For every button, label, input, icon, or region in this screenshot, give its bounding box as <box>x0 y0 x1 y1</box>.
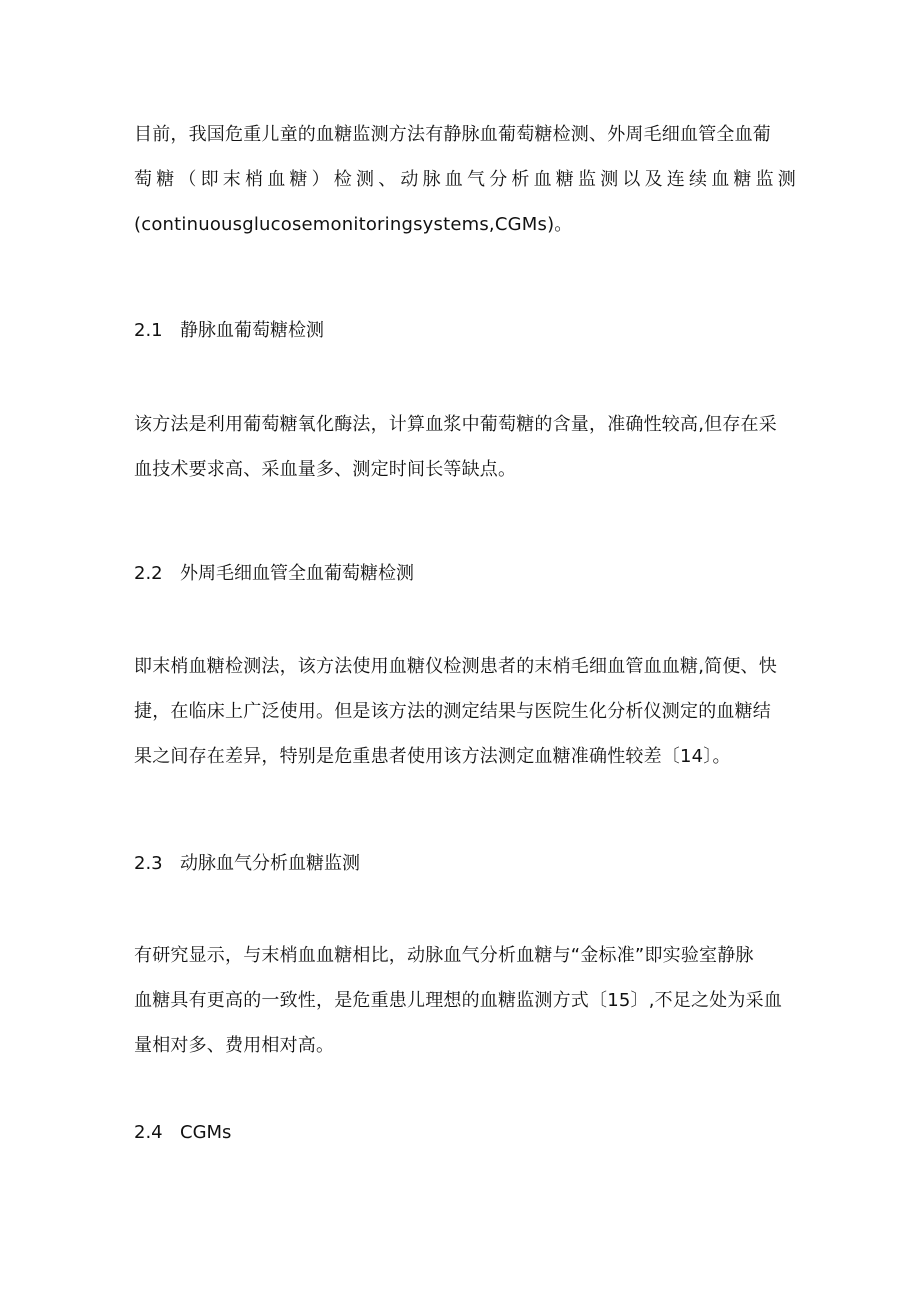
section-title: 动脉血气分析血糖监测 <box>180 853 360 874</box>
intro-line: 萄糖（即末梢血糖）检测、动脉血气分析血糖监测以及连续血糖监测 <box>134 169 800 190</box>
section-heading-2-2 <box>134 561 794 587</box>
paragraph-line: 捷，在临床上广泛使用。但是该方法的测定结果与医院生化分析仪测定的血糖结 <box>134 701 771 722</box>
paragraph-line: 果之间存在差异，特别是危重患者使用该方法测定血糖准确性较差〔14〕。 <box>134 746 731 767</box>
paragraph-line: 血糖具有更高的一致性，是危重患儿理想的血糖监测方式〔15〕,不足之处为采血 <box>134 990 783 1011</box>
paragraph-line: 血技术要求高、采血量多、测定时间长等缺点。 <box>134 459 517 480</box>
section-title: CGMs <box>180 1122 232 1143</box>
section-title: 静脉血葡萄糖检测 <box>180 320 324 341</box>
paragraph-line: 该方法是利用葡萄糖氧化酶法，计算血浆中葡萄糖的含量，准确性较高,但存在采 <box>134 414 777 435</box>
paragraph-line: 量相对多、费用相对高。 <box>134 1035 335 1056</box>
section-paragraph-2-1 <box>134 402 794 492</box>
section-title: 外周毛细血管全血葡萄糖检测 <box>180 563 414 584</box>
section-paragraph-2-2 <box>134 644 794 779</box>
paragraph-line: 有研究显示，与末梢血血糖相比，动脉血气分析血糖与“金标准”即实验室静脉 <box>134 945 754 966</box>
section-paragraph-2-3 <box>134 933 794 1068</box>
section-number: 2.2 <box>134 563 163 584</box>
section-number: 2.3 <box>134 853 163 874</box>
section-number: 2.4 <box>134 1122 163 1143</box>
intro-line: (continuousglucosemonitoringsystems,CGMs)。 <box>134 214 573 235</box>
section-heading-2-4 <box>134 1120 794 1146</box>
intro-paragraph <box>134 112 800 247</box>
paragraph-line: 即末梢血糖检测法，该方法使用血糖仪检测患者的末梢毛细血管血血糖,简便、快 <box>134 656 777 677</box>
section-number: 2.1 <box>134 320 163 341</box>
section-heading-2-3 <box>134 851 794 877</box>
section-heading-2-1 <box>134 318 794 344</box>
intro-line: 目前，我国危重儿童的血糖监测方法有静脉血葡萄糖检测、外周毛细血管全血葡 <box>134 124 771 145</box>
